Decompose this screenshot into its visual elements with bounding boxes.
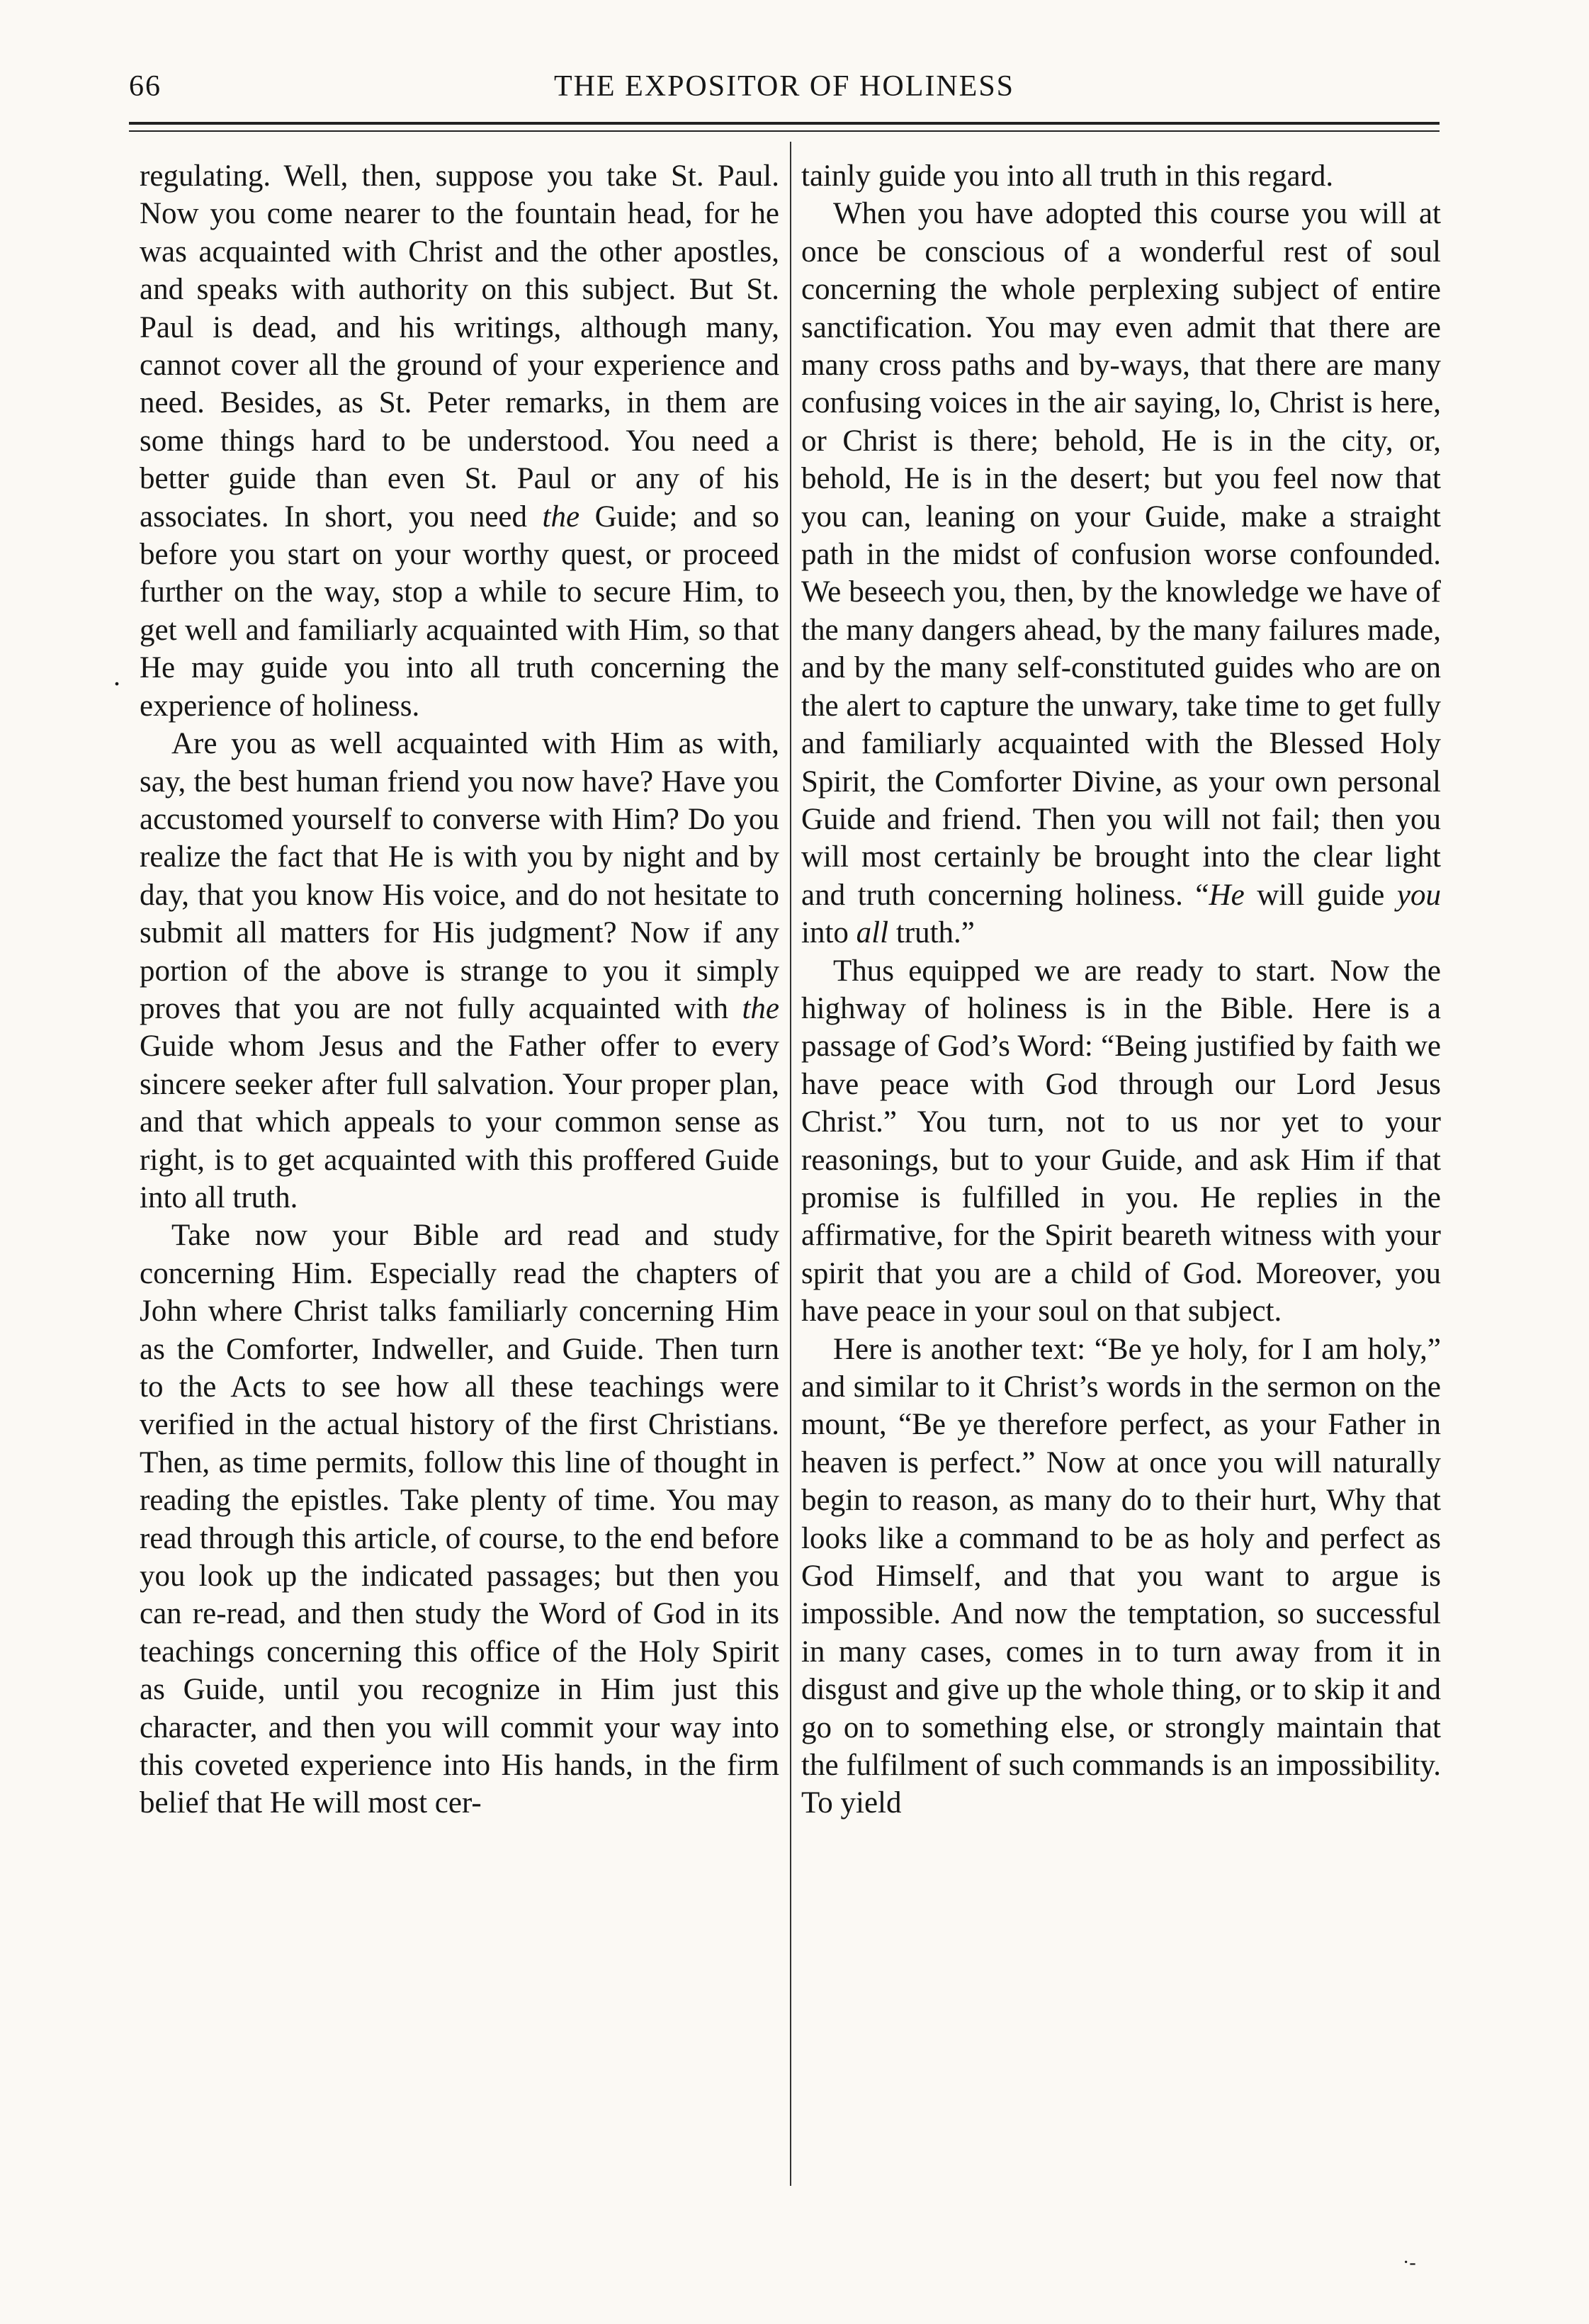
right-column: [801, 157, 1441, 1822]
page-number: 66: [129, 70, 162, 103]
header-rule-thin: [129, 130, 1440, 132]
left-paragraph-2: Are you as well acquainted with Him as with, say, the best human friend you now have? Have you accustomed yourself to converse with Him? Do you realize the fact that He is with you by night and by day, that you know His voice, and do not hesitate to submit all matters for His judgment? Now if any portion of the above is strange to you it simply proves that you are not fully acquainted with the Guide whom Jesus and the Father offer to every sincere seeker after full salvation. Your proper plan, and that which appeals to your common sense as right, is to get acquainted with this proffered Guide into all truth.: [140, 727, 779, 1214]
left-paragraph-3: Take now your Bible ard read and study concerning Him. Especially read the chapters of John where Christ talks familiarly concerning Him as the Comforter, Indweller, and Guide. Then turn to the Acts to see how all these teachings were verified in the actual history of the first Christians. Then, as time permits, follow this line of thought in reading the epistles. Take plenty of time. You may read through this article, of course, to the end before you look up the indicated passages; but then you can re-read, and then study the Word of God in its teachings concerning this office of the Holy Spirit as Guide, until you recognize in Him just this character, and then you will commit your way into this coveted experience into His hands, in the firm belief that He will most cer-: [140, 1219, 779, 1820]
right-paragraph-2: When you have adopted this course you will at once be conscious of a wonderful rest of soul concerning the whole perplexing subject of entire sanctification. You may even admit that there are many cross paths and by-ways, that there are many confusing voices in the air saying, lo, Christ is here, or Christ is there; behold, He is in the city, or, behold, He is in the desert; but you feel now that you can, leaning on your Guide, make a straight path in the midst of confusion worse confounded. We beseech you, then, by the knowledge we have of the many dangers ahead, by the many failures made, and by the many self-constituted guides who are on the alert to capture the unwary, take time to get fully and familiarly acquainted with the Blessed Holy Spirit, the Comforter Divine, as your own personal Guide and friend. Then you will not fail; then you will most certainly be brought into the clear light and truth concerning holiness. “He will guide you into all truth.”: [801, 197, 1441, 950]
left-column: [140, 157, 779, 1822]
column-divider: [790, 142, 791, 2186]
journal-title: THE EXPOSITOR OF HOLINESS: [553, 70, 1015, 103]
right-paragraph-4: Here is another text: “Be ye holy, for I am holy,” and similar to it Christ’s words in the sermon on the mount, “Be ye therefore perfect, as your Father in heaven is perfect.” Now at once you will naturally begin to reason, as many do to their hurt, Why that looks like a command to be as holy and perfect as God Himself, and that you want to argue is impossible. And now the temptation, so successful in many cases, comes in to turn away from it in disgust and give up the whole thing, or to skip it and go on to something else, or strongly maintain that the fulfilment of such commands is an impossibility. To yield: [801, 1332, 1441, 1820]
left-paragraph-1: regulating. Well, then, suppose you take St. Paul. Now you come nearer to the fountain head, for he was acquainted with Christ and the other apostles, and speaks with authority on this subject. But St. Paul is dead, and his writings, although many, cannot cover all the ground of your experience and need. Besides, as St. Peter remarks, in them are some things hard to be understood. You need a better guide than even St. Paul or any of his associates. In short, you need the Guide; and so before you start on your worthy quest, or proceed further on the way, stop a while to secure Him, to get well and familiarly acquainted with Him, so that He may guide you into all truth concerning the experience of holiness.: [140, 159, 779, 723]
right-paragraph-3: Thus equipped we are ready to start. Now the highway of holiness is in the Bible. Here is a passage of God’s Word: “Being justified by faith we have peace with God through our Lord Jesus Christ.” You turn, not to us nor yet to your reasonings, but to your Guide, and ask Him if that promise is fulfilled in you. He replies in the affirmative, for the Spirit beareth witness with your spirit that you are a child of God. Moreover, you have peace in your soul on that subject.: [801, 954, 1441, 1329]
margin-mark: .: [113, 660, 120, 692]
footer-mark: ·-: [1403, 2252, 1416, 2274]
header-rule-thick: [129, 122, 1440, 125]
right-paragraph-1: tainly guide you into all truth in this regard.: [801, 159, 1334, 193]
running-header: [129, 69, 1440, 112]
